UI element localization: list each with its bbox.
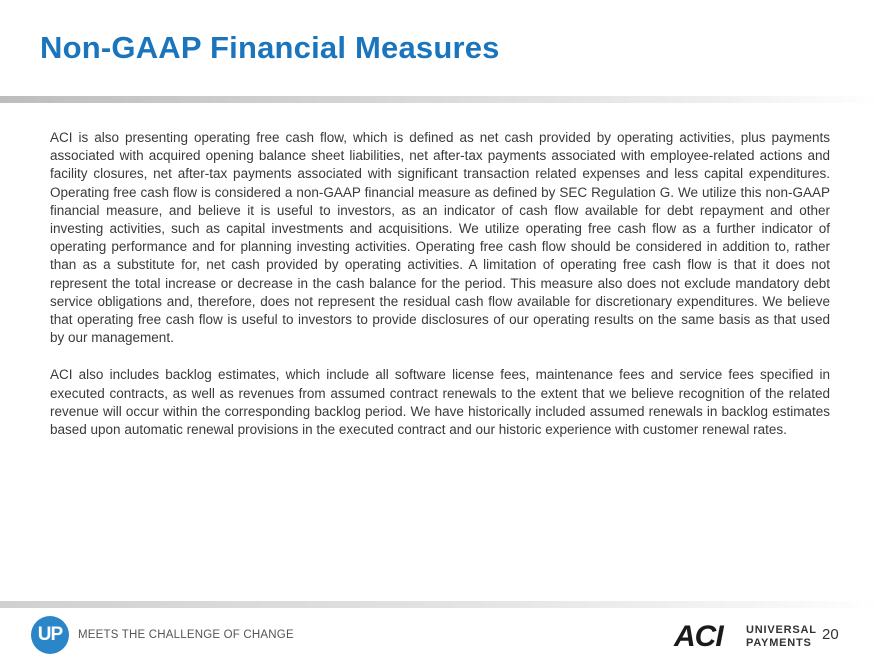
up-logo	[31, 616, 69, 654]
up-logo-text: UP	[37, 624, 63, 645]
aci-logo-payments: PAYMENTS	[746, 637, 812, 649]
footer-tagline: MEETS THE CHALLENGE OF CHANGE	[78, 629, 294, 641]
slide-body	[50, 129, 830, 458]
aci-logo-universal: UNIVERSAL	[746, 624, 817, 636]
paragraph-operating-free-cash-flow: ACI is also presenting operating free cash flow, which is defined as net cash provided by operating activities, plus payments associated with acquired opening balance sheet liabilities, net after-tax payments associated with employee-related actions and facility closures, net after-tax payments associated with significant transaction related expenses and less capital expenditures. Operating free cash flow is considered a non-GAAP financial measure as defined by SEC Regulation G. We utilize this non-GAAP financial measure, and believe it is useful to investors, as an indicator of cash flow available for debt repayment and other investing activities, such as capital investments and acquisitions. We utilize operating free cash flow as a further indicator of operating performance and for planning investing activities. Operating free cash flow should be considered in addition to, rather than as a substitute for, net cash provided by operating activities. A limitation of operating free cash flow is that it does not represent the total increase or decrease in the cash balance for the period. This measure also does not exclude mandatory debt service obligations and, therefore, does not represent the residual cash flow available for discretionary expenditures. We believe that operating free cash flow is useful to investors to provide disclosures of our operating results on the same basis as that used by our management.	[50, 130, 830, 346]
aci-universal-payments-logo	[674, 620, 817, 653]
aci-logo-subtitle	[746, 624, 817, 650]
slide-title: Non-GAAP Financial Measures	[40, 30, 500, 65]
page-number: 20	[822, 626, 839, 643]
footer-divider	[0, 601, 880, 608]
paragraph-backlog-estimates: ACI also includes backlog estimates, which include all software license fees, maintenance fees and service fees specified in executed contracts, as well as revenues from assumed contract renewals to the extent that we believe recognition of the related revenue will occur within the corresponding backlog period. We have historically included assumed renewals in backlog estimates based upon automatic renewal provisions in the executed contract and our historic experience with customer renewal rates.	[50, 367, 830, 438]
title-divider	[0, 96, 880, 103]
aci-logo-mark: ACI	[674, 620, 723, 653]
